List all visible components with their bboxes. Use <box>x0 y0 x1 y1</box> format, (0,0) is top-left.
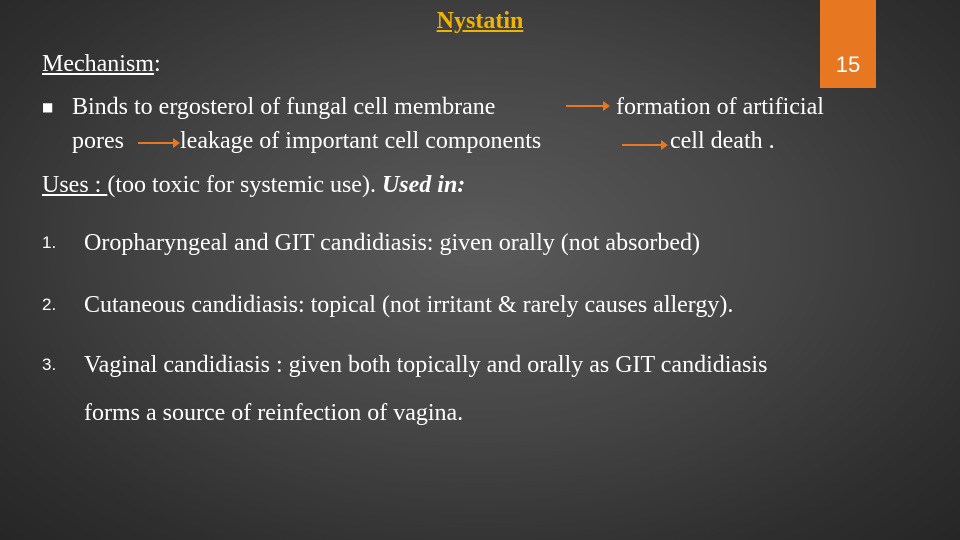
list-text: Vaginal candidiasis : given both topically and orally as GIT candidiasis <box>84 352 768 378</box>
slide-number: 15 <box>835 52 861 77</box>
right-arrow-icon <box>566 105 604 107</box>
right-arrow-icon <box>622 144 662 146</box>
list-text: Cutaneous candidiasis: topical (not irritant & rarely causes allergy). <box>84 292 734 318</box>
uses-heading: Uses : <box>42 172 108 198</box>
used-in-label: Used in: <box>381 172 466 198</box>
bullet-line2-part3: cell death . <box>670 128 775 154</box>
mechanism-heading-row <box>42 50 161 78</box>
list-number: 1. <box>42 233 57 252</box>
slide-number-badge <box>820 0 876 88</box>
bullet-line1-part1: Binds to ergosterol of fungal cell membrane <box>72 94 496 120</box>
bullet-line1-part2: formation of artificial <box>616 94 824 120</box>
uses-line <box>42 170 465 200</box>
square-bullet-icon: ■ <box>42 100 54 114</box>
list-number: 2. <box>42 295 57 314</box>
mechanism-colon: : <box>153 51 161 77</box>
mechanism-heading: Mechanism <box>42 51 154 77</box>
bullet-line2-part2: leakage of important cell components <box>180 128 542 154</box>
right-arrow-icon <box>138 142 174 144</box>
bullet-line2-part1: pores <box>72 128 124 154</box>
list-number: 3. <box>42 355 57 374</box>
list-text-continuation: forms a source of reinfection of vagina. <box>84 400 464 426</box>
uses-note: (too toxic for systemic use). <box>107 172 382 198</box>
slide-title: Nystatin <box>436 8 524 34</box>
list-text: Oropharyngeal and GIT candidiasis: given orally (not absorbed) <box>84 230 701 256</box>
